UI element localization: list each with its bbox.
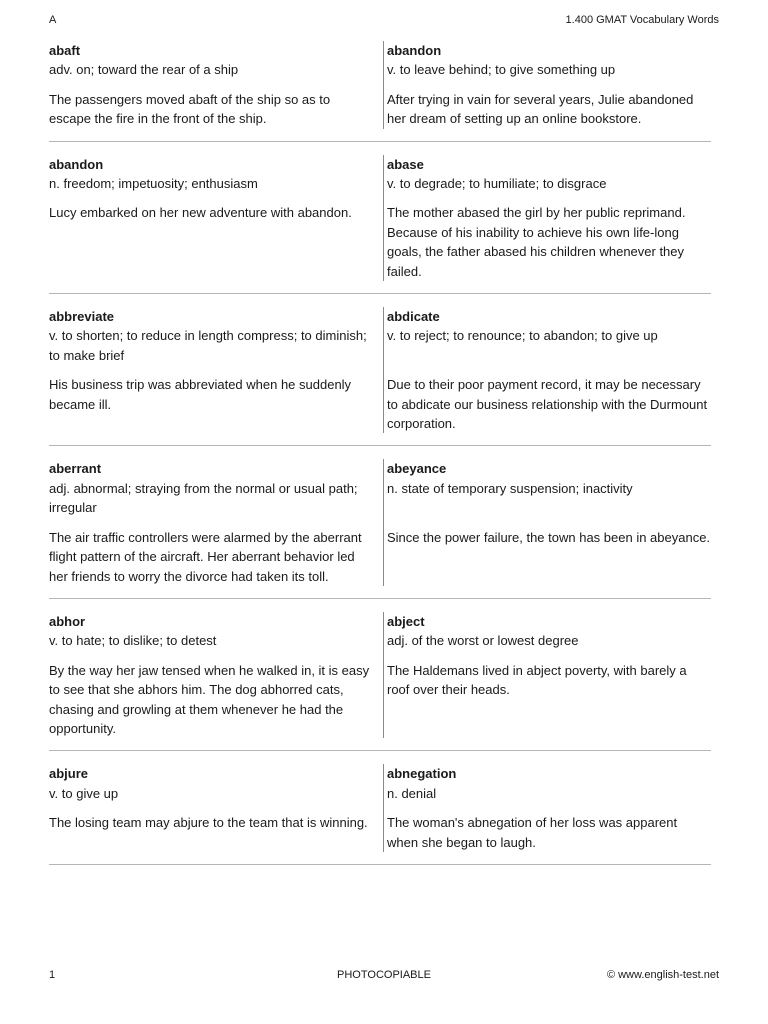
entry-example: Lucy embarked on her new adventure with abandon.	[49, 205, 352, 221]
entry-example: His business trip was abbreviated when he suddenly became ill.	[49, 377, 352, 412]
entry-definition: v. to leave behind; to give something up	[387, 62, 616, 78]
entry-example: The woman's abnegation of her loss was apparent when she began to laugh.	[387, 815, 678, 850]
entry-definition: adj. of the worst or lowest degree	[387, 633, 579, 649]
entry-word: abandon	[387, 43, 442, 58]
entry-word: abandon	[49, 156, 104, 172]
vocabulary-entry	[49, 459, 384, 585]
entry-definition: adj. abnormal; straying from the normal or usual path; irregular	[49, 480, 358, 516]
entry-example: Due to their poor payment record, it may be necessary to abdicate our business relationship with the Durmount corporation.	[387, 377, 708, 432]
vocabulary-entry	[384, 612, 711, 750]
vocabulary-entry	[384, 41, 711, 141]
entry-definition: v. to hate; to dislike; to detest	[49, 633, 217, 649]
entry-definition: n. denial	[387, 785, 437, 801]
entry-word: abnegation	[387, 766, 457, 782]
entry-definition: n. freedom; impetuosity; enthusiasm	[49, 176, 258, 192]
entry-definition: v. to reject; to renounce; to abandon; to give up	[387, 328, 658, 344]
vocabulary-entry	[384, 764, 711, 864]
vocabulary-row	[49, 41, 711, 142]
section-letter: A	[49, 14, 57, 26]
entry-example: The air traffic controllers were alarmed by the aberrant flight pattern of the aircraft. Her aberrant behavior led her friends to worry the divorce had taken its toll.	[49, 529, 362, 584]
vocabulary-row	[49, 155, 711, 294]
vocabulary-row	[49, 612, 711, 751]
vocabulary-entry	[49, 307, 384, 433]
vocabulary-entry	[384, 459, 711, 597]
document-title: 1.400 GMAT Vocabulary Words	[565, 14, 719, 26]
entry-example: The mother abased the girl by her public reprimand. Because of his inability to achieve his own life-long goals, the father abased his children whenever they failed.	[387, 205, 686, 279]
vocabulary-entry	[49, 41, 384, 129]
entry-definition: v. to degrade; to humiliate; to disgrace	[387, 176, 607, 192]
entry-word: abjure	[49, 766, 89, 782]
entry-definition: adv. on; toward the rear of a ship	[49, 62, 239, 78]
entry-definition: n. state of temporary suspension; inactivity	[387, 480, 633, 496]
entry-example: Since the power failure, the town has been in abeyance.	[387, 529, 711, 545]
entry-definition: v. to shorten; to reduce in length compress; to diminish; to make brief	[49, 328, 367, 363]
entry-example: After trying in vain for several years, Julie abandoned her dream of setting up an online bookstore.	[387, 91, 694, 127]
vocabulary-entry	[49, 764, 384, 852]
vocabulary-entry	[49, 612, 384, 738]
entry-word: abhor	[49, 613, 86, 629]
vocabulary-entry	[384, 155, 711, 293]
entry-word: abbreviate	[49, 309, 115, 325]
photocopiable-notice: PHOTOCOPIABLE	[337, 969, 431, 981]
vocabulary-list	[49, 41, 711, 878]
entry-word: abase	[387, 156, 424, 172]
entry-example: The losing team may abjure to the team that is winning.	[49, 815, 368, 831]
vocabulary-entry	[49, 155, 384, 281]
entry-word: aberrant	[49, 461, 102, 477]
entry-example: The passengers moved abaft of the ship so as to escape the fire in the front of the ship.	[49, 91, 331, 127]
entry-word: abeyance	[387, 461, 447, 477]
entry-word: abaft	[49, 43, 81, 58]
vocabulary-row	[49, 307, 711, 446]
vocabulary-row	[49, 459, 711, 598]
vocabulary-row	[49, 764, 711, 865]
entry-definition: v. to give up	[49, 785, 119, 801]
page-number: 1	[49, 969, 56, 981]
vocabulary-entry	[384, 307, 711, 445]
entry-example: By the way her jaw tensed when he walked in, it is easy to see that she abhors him. The dog abhorred cats, chasing and growling at them whenever he had the opportunity.	[49, 662, 370, 736]
website-credit: © www.english-test.net	[606, 969, 719, 981]
entry-word: abdicate	[387, 309, 440, 325]
entry-word: abject	[387, 613, 425, 629]
entry-example: The Haldemans lived in abject poverty, with barely a roof over their heads.	[387, 662, 687, 698]
